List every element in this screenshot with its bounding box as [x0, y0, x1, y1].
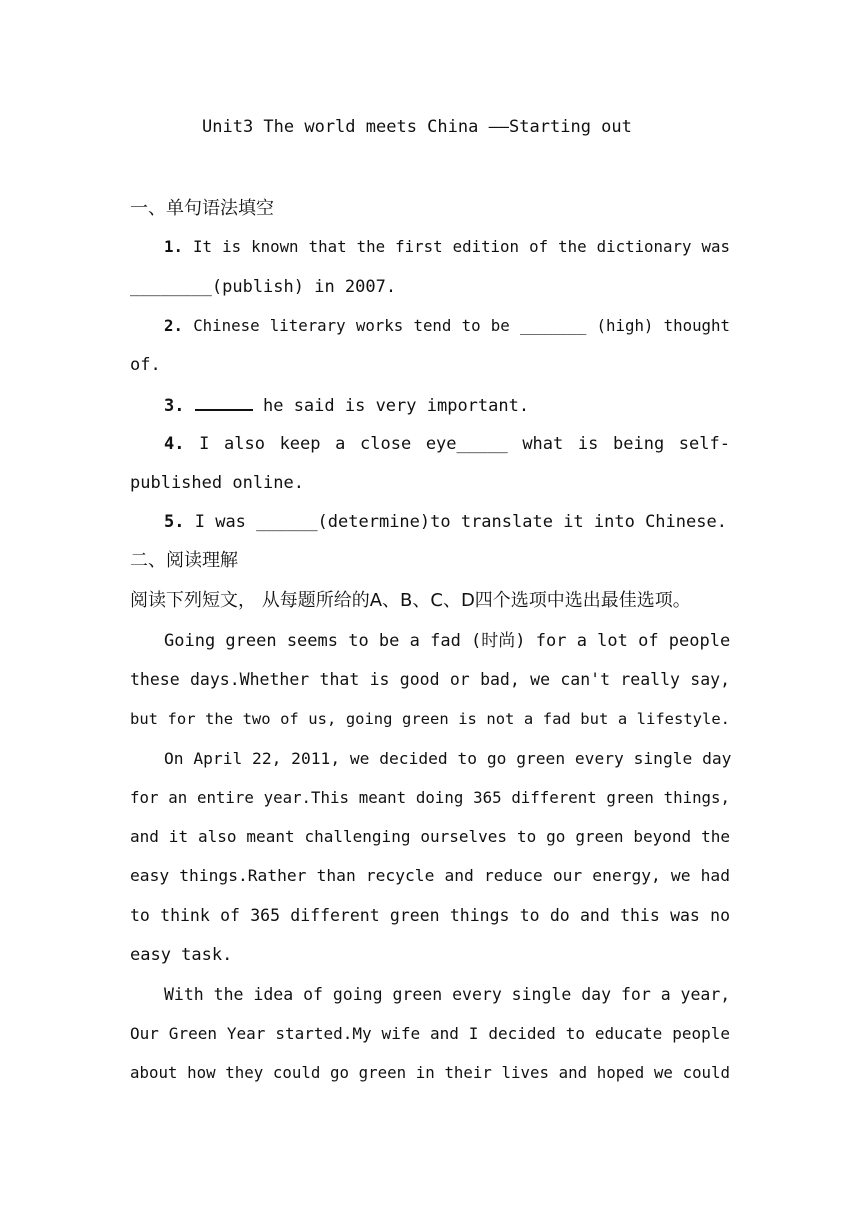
question-2-line-2: of. [130, 355, 161, 375]
question-4-number: 4. [164, 434, 185, 454]
passage-line: these days.Whether that is good or bad, we can't really say, [130, 670, 730, 689]
section-heading-reading: 二、阅读理解 [130, 550, 238, 571]
question-3-text: he said is very important. [262, 396, 530, 416]
passage-line: and it also meant challenging ourselves to go green beyond the [130, 827, 730, 846]
section-heading-grammar: 一、单句语法填空 [130, 198, 274, 219]
document-title: Unit3 The world meets China ——Starting out [202, 117, 632, 137]
reading-instruction: 阅读下列短文， 从每题所给的A、B、C、D四个选项中选出最佳选项。 [130, 590, 691, 611]
question-3-number: 3. [164, 396, 185, 416]
question-3-blank [195, 393, 253, 411]
question-5-number: 5. [164, 512, 185, 532]
question-1-line-1 [130, 235, 730, 259]
question-1-number: 1. [164, 237, 183, 256]
question-3-line [130, 393, 730, 417]
passage-line: easy things.Rather than recycle and reduce our energy, we had [130, 866, 730, 885]
question-2-line-1 [130, 314, 730, 338]
passage-line: On April 22, 2011, we decided to go green every single day [164, 749, 732, 768]
passage-line: but for the two of us, going green is not a fad but a lifestyle. [130, 710, 730, 728]
passage-line: With the idea of going green every single day for a year, [164, 985, 731, 1004]
question-4-text: I also keep a close eye_____ what is being self- [199, 434, 730, 454]
passage-line: to think of 365 different green things to do and this was no [130, 906, 730, 925]
passage-line: about how they could go green in their lives and hoped we could [130, 1063, 730, 1082]
question-1-text: It is known that the first edition of the dictionary was [193, 237, 730, 256]
question-5-line [130, 510, 730, 534]
question-4-line-1 [130, 432, 730, 456]
passage-line: Going green seems to be a fad (时尚) for a lot of people [164, 631, 731, 651]
question-4-line-2: published online. [130, 473, 304, 493]
passage-line: easy task. [130, 945, 233, 965]
question-2-text: Chinese literary works tend to be _______ (high) thought [193, 316, 731, 335]
question-1-line-2: ________(publish) in 2007. [130, 277, 397, 297]
question-5-text: I was ______(determine)to translate it into Chinese. [194, 512, 727, 532]
question-2-number: 2. [164, 316, 183, 335]
passage-line: for an entire year.This meant doing 365 different green things, [130, 788, 730, 807]
passage-line: Our Green Year started.My wife and I decided to educate people [130, 1024, 730, 1043]
